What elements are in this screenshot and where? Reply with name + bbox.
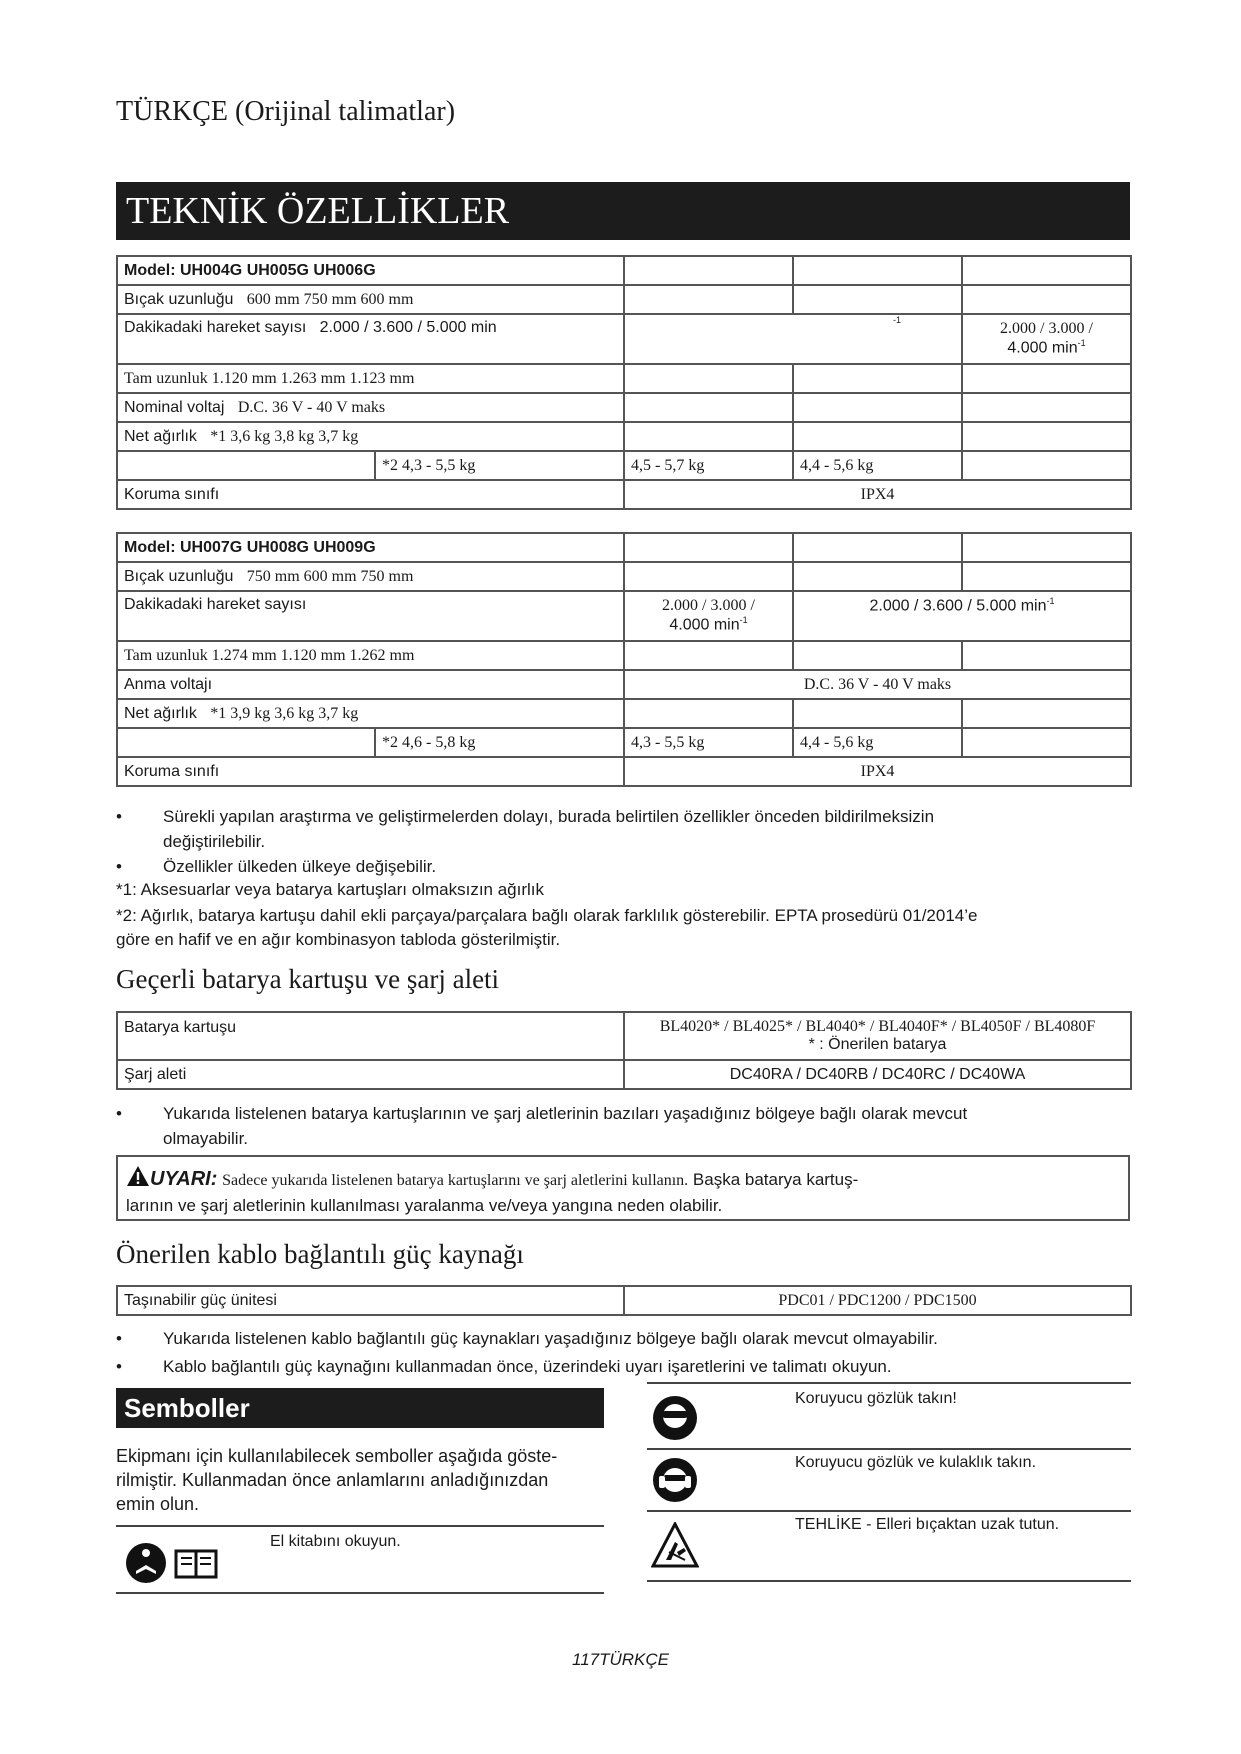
blade-label: Bıçak uzunluğu xyxy=(124,290,234,308)
strokes-col34: 2.000 / 3.600 / 5.000 min xyxy=(869,597,1047,615)
footnote-2a: *2: Ağırlık, batarya kartuşu dahil ekli parçaya/parçalara bağlı olarak farklılık gösterebilir. EPTA prosedürü 01/2014’e xyxy=(116,906,978,925)
blade-values: 600 mm 750 mm 600 mm xyxy=(246,290,414,308)
strokes-label: Dakikadaki hareket sayısı xyxy=(117,591,624,641)
strokes-col4-b: 4.000 min xyxy=(1007,339,1078,357)
symbol-row-goggles xyxy=(647,1384,1131,1450)
hand-blade-danger-icon xyxy=(651,1522,699,1568)
power-unit-label: Taşınabilir güç ünitesi xyxy=(117,1286,624,1315)
power-unit-value: PDC01 / PDC1200 / PDC1500 xyxy=(624,1286,1131,1315)
protection-label: Koruma sınıfı xyxy=(117,757,624,786)
weight2-c: 4,4 - 5,6 kg xyxy=(793,451,962,480)
warning-box xyxy=(116,1155,1130,1221)
read-manual-icon xyxy=(124,1541,224,1585)
battery-heading: Geçerli batarya kartuşu ve şarj aleti xyxy=(116,964,500,994)
charger-value: DC40RA / DC40RB / DC40RC / DC40WA xyxy=(624,1060,1131,1089)
strokes-col2-b: 4.000 min xyxy=(669,616,740,634)
symbol-row-read-manual xyxy=(116,1527,604,1594)
strokes-label: Dakikadaki hareket sayısı xyxy=(124,319,307,336)
strokes-value: 2.000 / 3.600 / 5.000 min xyxy=(319,319,497,336)
model-cell: Model: UH004G UH005G UH006G xyxy=(117,256,624,285)
cartridge-note: * : Önerilen batarya xyxy=(808,1036,947,1053)
goggles-earmuffs-icon xyxy=(651,1456,699,1504)
strokes-col2-a: 2.000 / 3.000 / xyxy=(662,597,755,615)
voltage-label: Anma voltajı xyxy=(117,670,624,699)
spec-table-2: Model: UH007G UH008G UH009G Bıçak uzunluğu 750 mm 600 mm 750 mm Dakikadaki hareket sayısı 2.000 / 3.000 / 4.000 $\min^{-1}$ 2.000 / 3.600 / 5.000 $\min^{-1}$ Tam uzunluk 1.274 mm 1.120 mm 1.262 mm Anma voltajı D.C. 36 V - 40 V maks Net ağırlık *1 3,9 kg 3,6 kg 3,7 kg *2 4,6 - 5,8 kg 4,3 - 5,5 kg 4,4 - 5,6 kg Koruma sınıfı IPX4 xyxy=(116,532,1132,787)
warning-rest-text: Başka batarya kartuş- xyxy=(692,1170,859,1189)
language-header: TÜRKÇE (Orijinal talimatlar) xyxy=(116,96,456,127)
symbols-heading: Semboller xyxy=(116,1388,604,1428)
symbol-row-danger xyxy=(647,1512,1131,1582)
safety-goggles-icon xyxy=(651,1394,699,1442)
voltage-label: Nominal voltaj xyxy=(124,398,225,416)
warning-serif-text: Sadece yukarıda listelenen batarya kartuşlarını ve şarj aletlerini kullanın. xyxy=(222,1172,689,1189)
model-cell: Model: UH007G UH008G UH009G xyxy=(117,533,624,562)
note-bullet-1b: değiştirilebilir. xyxy=(163,832,266,851)
power-bullet-1: Yukarıda listelenen kablo bağlantılı güç kaynakları yaşadığınız bölgeye bağlı olarak mevcut olmayabilir. xyxy=(163,1329,938,1348)
overall-length: Tam uzunluk 1.274 mm 1.120 mm 1.262 mm xyxy=(117,641,624,670)
weight2-a: *2 4,6 - 5,8 kg xyxy=(374,729,623,756)
battery-bullet-b: olmayabilir. xyxy=(163,1129,249,1148)
battery-bullet-a: Yukarıda listelenen batarya kartuşlarının ve şarj aletlerinin bazıları yaşadığınız bölgeye bağlı olarak mevcut xyxy=(163,1104,968,1123)
weight2-a: *2 4,3 - 5,5 kg xyxy=(374,452,623,479)
weight2-b: 4,5 - 5,7 kg xyxy=(631,456,705,474)
goggles-ear-text: Koruyucu gözlük ve kulaklık takın. xyxy=(795,1454,1037,1471)
power-table xyxy=(116,1285,1132,1316)
power-heading: Önerilen kablo bağlantılı güç kaynağı xyxy=(116,1239,524,1269)
battery-table xyxy=(116,1011,1132,1090)
footnote-1: *1: Aksesuarlar veya batarya kartuşları olmaksızın ağırlık xyxy=(116,880,545,899)
blade-values: 750 mm 600 mm 750 mm xyxy=(246,567,414,585)
strokes-col4-a: 2.000 / 3.000 / xyxy=(1000,320,1093,338)
footnote-2b: göre en hafif ve en ağır kombinasyon tabloda gösterilmiştir. xyxy=(116,930,561,949)
weight2-c: 4,4 - 5,6 kg xyxy=(793,728,962,757)
blade-length-row xyxy=(117,285,624,314)
cartridge-value: BL4020* / BL4025* / BL4040* / BL4040F* / BL4050F / BL4080F xyxy=(659,1018,1096,1035)
cartridge-label: Batarya kartuşu xyxy=(117,1012,624,1060)
weight1: *1 3,6 kg 3,8 kg 3,7 kg xyxy=(210,427,359,445)
read-manual-text: El kitabını okuyun. xyxy=(270,1533,401,1550)
weight1: *1 3,9 kg 3,6 kg 3,7 kg xyxy=(210,704,359,722)
protection-value: IPX4 xyxy=(624,757,1131,786)
symbols-intro: Ekipmanı için kullanılabilecek semboller aşağıda göste- rilmiştir. Kullanmadan önce anlamlarını anladığınızdan emin olun. xyxy=(116,1446,558,1514)
section-title: TEKNİK ÖZELLİKLER xyxy=(116,182,1130,240)
weight-label: Net ağırlık xyxy=(124,427,197,445)
overall-length: Tam uzunluk 1.120 mm 1.263 mm 1.123 mm xyxy=(117,364,624,393)
note-bullet-2: Özellikler ülkeden ülkeye değişebilir. xyxy=(163,857,437,876)
spec-table-1: Model: UH004G UH005G UH006G Bıçak uzunluğu 600 mm 750 mm 600 mm Dakikadaki hareket sayısı 2.000 / 3.600 / 5.000 min $^{-1}$ 2.000 / 3.000 / 4.000 $\min^{-1}$ Tam uzunluk 1.120 mm 1.263 mm 1.123 mm Nominal voltaj D.C. 36 V - 40 V maks Net ağırlık *1 3,6 kg 3,8 kg 3,7 kg *2 4,3 - 5,5 kg 4,5 - 5,7 kg 4,4 - 5,6 kg Koruma sınıfı IPX4 xyxy=(116,255,1132,510)
page-footer: 117TÜRKÇE xyxy=(572,1650,669,1669)
blade-label: Bıçak uzunluğu xyxy=(124,567,234,585)
warning-line-2: larının ve şarj aletlerinin kullanılması yaralanma ve/veya yangına neden olabilir. xyxy=(126,1196,723,1215)
strokes-sup: -1 xyxy=(892,315,901,325)
weight2-b: 4,3 - 5,5 kg xyxy=(624,728,793,757)
voltage-value: D.C. 36 V - 40 V maks xyxy=(624,670,1131,699)
charger-label: Şarj aleti xyxy=(117,1060,624,1089)
power-bullet-2: Kablo bağlantılı güç kaynağını kullanmadan önce, üzerindeki uyarı işaretlerini ve talimatı okuyun. xyxy=(163,1357,892,1376)
goggles-text: Koruyucu gözlük takın! xyxy=(795,1390,957,1407)
protection-label: Koruma sınıfı xyxy=(117,480,624,509)
weight-label: Net ağırlık xyxy=(124,704,197,722)
warning-label: UYARI: xyxy=(150,1168,218,1190)
note-bullet-1a: Sürekli yapılan araştırma ve geliştirmelerden dolayı, burada belirtilen özellikler önceden bildirilmeksizin xyxy=(163,807,935,826)
warning-triangle-icon xyxy=(126,1165,150,1187)
voltage-value: D.C. 36 V - 40 V maks xyxy=(237,398,386,416)
protection-value: IPX4 xyxy=(624,480,1131,509)
danger-text: TEHLİKE - Elleri bıçaktan uzak tutun. xyxy=(795,1516,1060,1533)
symbol-row-goggles-ear xyxy=(647,1450,1131,1512)
